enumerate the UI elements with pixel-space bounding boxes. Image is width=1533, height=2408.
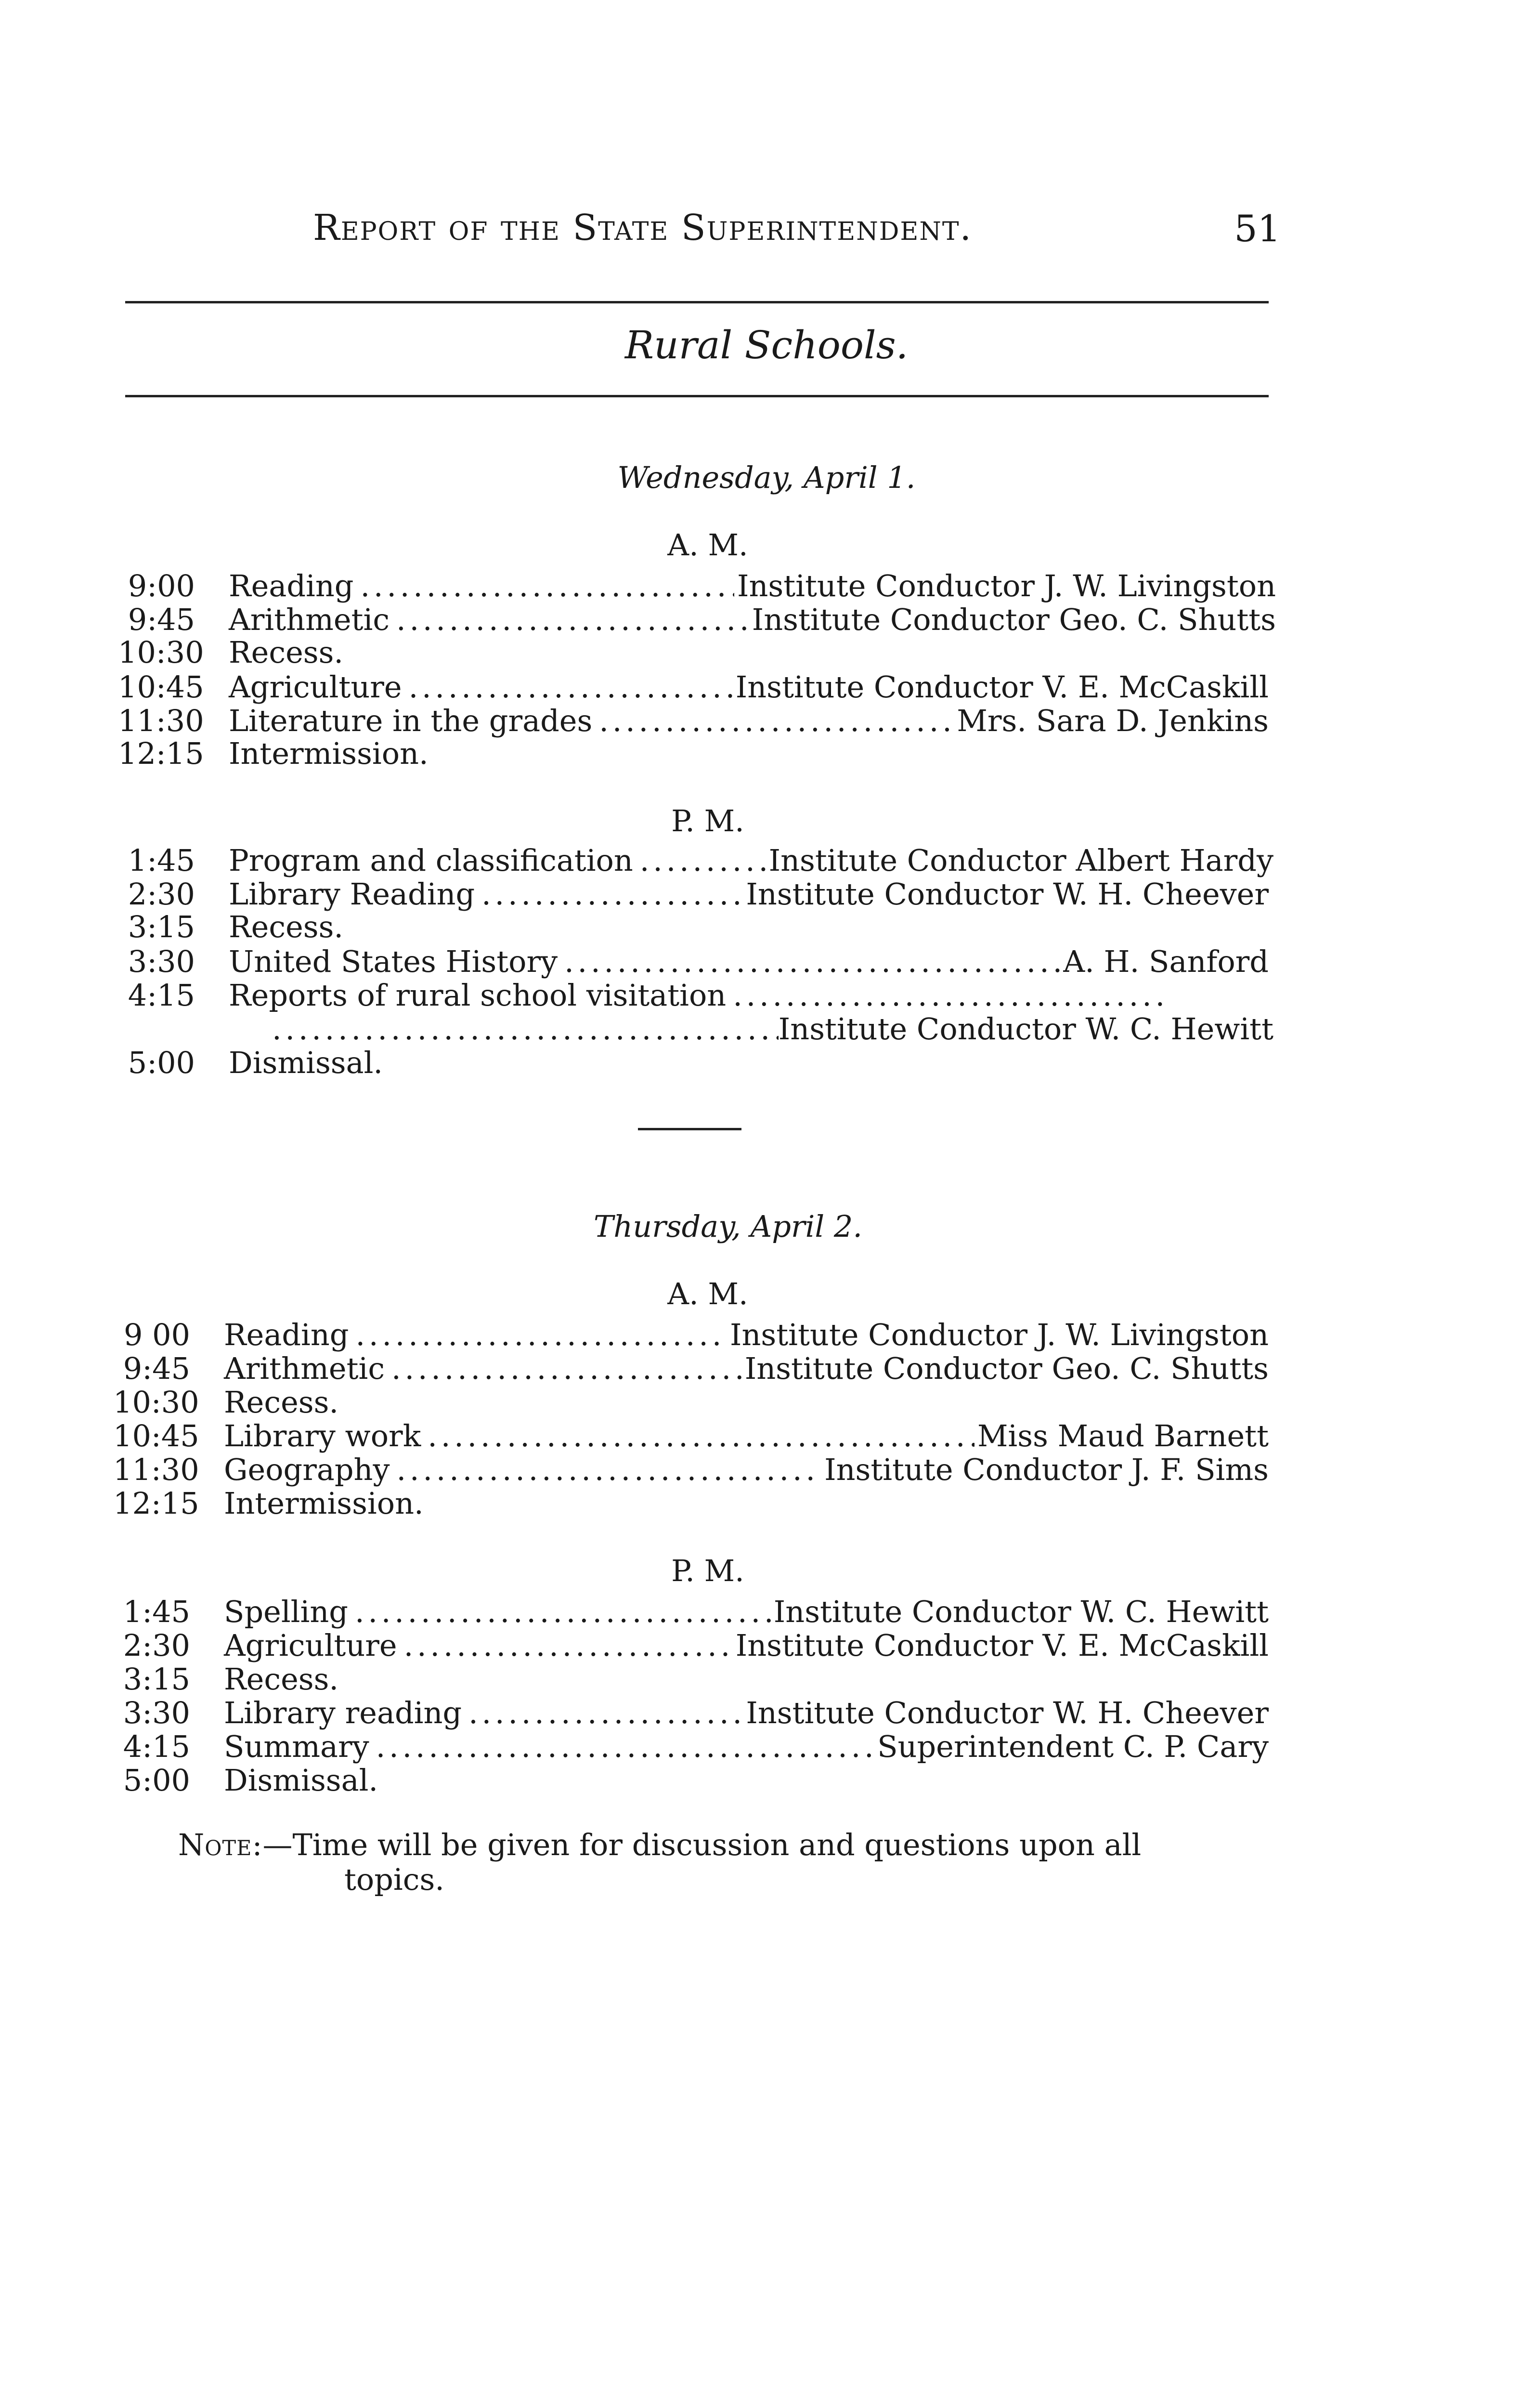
schedule-row xyxy=(118,843,1276,877)
dot-leader xyxy=(404,1628,733,1663)
activity: Dismissal. xyxy=(229,1045,383,1080)
dot-leader xyxy=(409,669,733,705)
dot-leader xyxy=(360,568,734,603)
activity: Literature in the grades xyxy=(229,703,593,738)
schedule-row xyxy=(118,669,1276,703)
time: 4:15 xyxy=(128,978,195,1013)
activity: Intermission. xyxy=(229,736,429,771)
person: Institute Conductor V. E. McCaskill xyxy=(735,1628,1269,1663)
schedule-row xyxy=(113,1486,1271,1519)
activity: Library Reading xyxy=(229,877,475,912)
page-number: 51 xyxy=(1234,207,1281,250)
dot-leader xyxy=(396,602,749,637)
schedule-row xyxy=(118,909,1276,943)
schedule-row xyxy=(118,978,1276,1011)
time: 3:15 xyxy=(123,1662,190,1697)
activity: Summary xyxy=(224,1729,369,1764)
person: Mrs. Sara D. Jenkins xyxy=(957,703,1269,738)
dot-leader xyxy=(733,978,1170,1013)
activity: Geography xyxy=(224,1452,390,1487)
time: 9:00 xyxy=(128,568,195,603)
time: 3:30 xyxy=(128,944,195,979)
period-am-thursday: A. M. xyxy=(667,1276,748,1311)
section-divider xyxy=(638,1128,741,1130)
schedule-row xyxy=(113,1594,1271,1628)
schedule-row xyxy=(113,1418,1271,1452)
activity: Arithmetic xyxy=(224,1351,385,1386)
schedule-row xyxy=(118,703,1276,737)
note-label: Note: xyxy=(178,1827,263,1862)
dot-leader xyxy=(396,1452,821,1487)
time: 10:30 xyxy=(113,1385,199,1420)
activity: Recess. xyxy=(224,1385,339,1420)
person: Institute Conductor J. W. Livingston xyxy=(737,568,1276,603)
schedule-row xyxy=(118,944,1276,978)
schedule-row xyxy=(113,1317,1271,1351)
activity: United States History xyxy=(229,944,558,979)
activity: Dismissal. xyxy=(224,1763,378,1798)
note-text: —Time will be given for discussion and questions upon all xyxy=(262,1827,1142,1862)
person: Institute Conductor W. C. Hewitt xyxy=(773,1594,1269,1629)
schedule-row xyxy=(113,1452,1271,1486)
activity: Reading xyxy=(229,568,354,603)
time: 4:15 xyxy=(123,1729,190,1764)
time: 2:30 xyxy=(123,1628,190,1663)
dot-leader xyxy=(391,1351,742,1386)
schedule-row xyxy=(113,1351,1271,1385)
dot-leader xyxy=(564,944,1060,979)
person: Institute Conductor Albert Hardy xyxy=(768,843,1273,878)
top-rule xyxy=(125,301,1269,303)
activity: Library work xyxy=(224,1418,421,1453)
activity: Recess. xyxy=(229,909,344,944)
schedule-row xyxy=(118,1045,1276,1079)
activity: Agriculture xyxy=(229,669,402,705)
time: 12:15 xyxy=(118,736,204,771)
person: Institute Conductor J. F. Sims xyxy=(824,1452,1269,1487)
time: 12:15 xyxy=(113,1486,199,1521)
activity: Recess. xyxy=(224,1662,339,1697)
schedule-row xyxy=(113,1695,1271,1729)
time: 10:30 xyxy=(118,635,204,670)
dot-leader xyxy=(481,877,743,912)
schedule-row xyxy=(113,1729,1271,1763)
activity: Agriculture xyxy=(224,1628,397,1663)
activity: Recess. xyxy=(229,635,344,670)
time: 1:45 xyxy=(128,843,195,878)
activity: Arithmetic xyxy=(229,602,390,637)
activity: Program and classification xyxy=(229,843,633,878)
note-text-continued: topics. xyxy=(344,1862,445,1897)
dot-leader xyxy=(355,1594,771,1629)
time: 9:45 xyxy=(123,1351,190,1386)
activity: Intermission. xyxy=(224,1486,424,1521)
dot-leader xyxy=(640,843,766,878)
person: Institute Conductor W. H. Cheever xyxy=(746,877,1269,912)
period-am-wednesday: A. M. xyxy=(667,527,748,563)
schedule-row xyxy=(113,1385,1271,1418)
period-pm-wednesday: P. M. xyxy=(671,803,744,838)
footnote xyxy=(178,1828,1266,1897)
time: 3:30 xyxy=(123,1695,190,1730)
time: 11:30 xyxy=(113,1452,199,1487)
person: Institute Conductor W. C. Hewitt xyxy=(778,1011,1273,1047)
schedule-row xyxy=(118,736,1276,770)
time: 1:45 xyxy=(123,1594,190,1629)
time: 9:45 xyxy=(128,602,195,637)
activity: Reports of rural school visitation xyxy=(229,978,727,1013)
person: Institute Conductor J. W. Livingston xyxy=(730,1317,1269,1352)
running-title: Report of the State Superintendent. xyxy=(313,207,973,249)
dot-leader xyxy=(599,703,954,738)
activity: Spelling xyxy=(224,1594,348,1629)
period-pm-thursday: P. M. xyxy=(671,1553,744,1588)
day-heading-wednesday: Wednesday, April 1. xyxy=(617,460,916,495)
person: A. H. Sanford xyxy=(1063,944,1269,979)
section-title: Rural Schools. xyxy=(624,323,909,367)
schedule-row xyxy=(118,877,1276,910)
schedule-row xyxy=(113,1662,1271,1695)
dot-leader xyxy=(428,1418,974,1453)
running-header xyxy=(308,207,1281,265)
schedule-row xyxy=(118,602,1276,636)
person: Institute Conductor V. E. McCaskill xyxy=(735,669,1269,705)
schedule-row xyxy=(118,635,1276,668)
activity: Reading xyxy=(224,1317,349,1352)
time: 3:15 xyxy=(128,909,195,944)
section-rule xyxy=(125,395,1269,397)
dot-leader xyxy=(468,1695,743,1730)
activity: Library reading xyxy=(224,1695,462,1730)
day-heading-thursday: Thursday, April 2. xyxy=(593,1209,863,1244)
time: 11:30 xyxy=(118,703,204,738)
time: 9 00 xyxy=(123,1317,190,1352)
person: Institute Conductor Geo. C. Shutts xyxy=(752,602,1276,637)
person: Institute Conductor W. H. Cheever xyxy=(746,1695,1269,1730)
person: Superintendent C. P. Cary xyxy=(877,1729,1269,1764)
dot-leader xyxy=(272,1011,779,1047)
schedule-row xyxy=(113,1763,1271,1796)
time: 10:45 xyxy=(113,1418,199,1453)
schedule-row-continuation xyxy=(272,1011,1273,1047)
time: 10:45 xyxy=(118,669,204,705)
dot-leader xyxy=(376,1729,874,1764)
dot-leader xyxy=(355,1317,727,1352)
person: Miss Maud Barnett xyxy=(977,1418,1269,1453)
schedule-row xyxy=(113,1628,1271,1662)
person: Institute Conductor Geo. C. Shutts xyxy=(744,1351,1269,1386)
time: 2:30 xyxy=(128,877,195,912)
schedule-row xyxy=(118,568,1276,602)
time: 5:00 xyxy=(128,1045,195,1080)
time: 5:00 xyxy=(123,1763,190,1798)
